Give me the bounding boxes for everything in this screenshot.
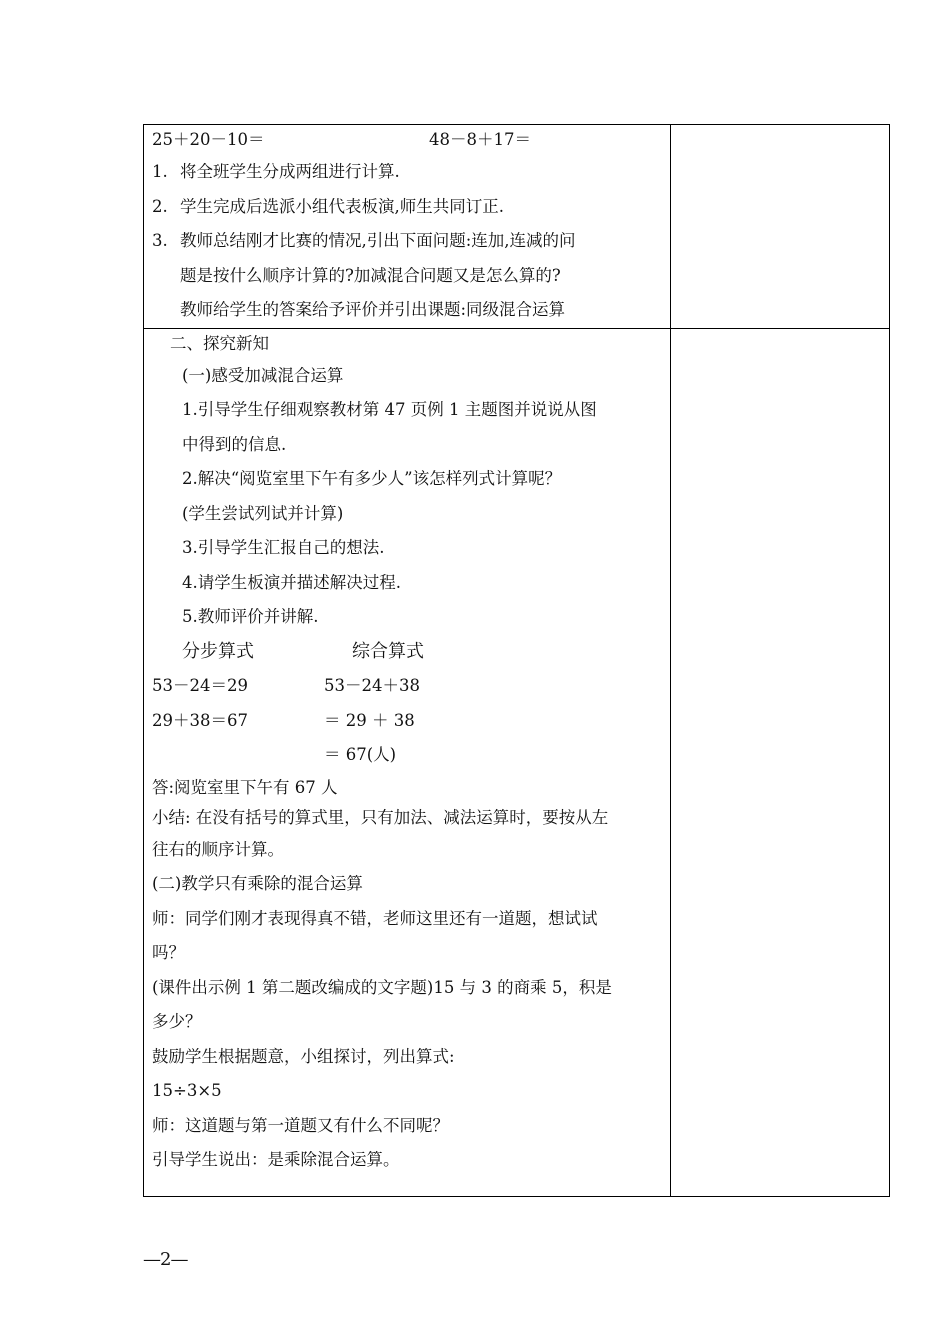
item-text: 将全班学生分成两组进行计算. [180,162,400,181]
summary-text [144,833,670,868]
calc-combined: ＝ 29 ＋ 38 [324,710,415,730]
text-line: (课件出示例 1 第二题改编成的文字题)15 与 3 的商乘 5，积是 [152,977,612,997]
equation-left: 25＋20－10＝ [152,130,265,149]
teacher-text [144,1109,670,1144]
step-text: 中得到的信息. [182,434,287,454]
example-text [144,1005,670,1040]
summary-line: 往右的顺序计算。 [152,839,284,859]
step-text: (学生尝试列试并计算) [182,503,344,523]
instruction-text [144,1040,670,1075]
calc-line [144,738,670,773]
step-text: 4.请学生板演并描述解决过程. [182,572,401,592]
calc-line [144,669,670,704]
lesson-table [143,124,890,1197]
item-text: 学生完成后选派小组代表板演,师生共同订正. [180,196,504,216]
page-number: —2— [143,1249,188,1270]
table-row [144,328,890,1196]
item-number: 3. [152,231,168,250]
guide-text [144,1143,670,1178]
equation-line [144,125,670,155]
calc-line [144,704,670,739]
equation-right: 48－8＋17＝ [429,130,531,149]
subsection-title: (一)感受加减混合运算 [182,365,344,385]
example-text [144,971,670,1006]
list-item [144,155,670,190]
text-line: 鼓励学生根据题意，小组探讨，列出算式: [152,1046,455,1066]
table-row [144,125,890,329]
text-line: 引导学生说出：是乘除混合运算。 [152,1150,400,1169]
answer-text [144,773,670,803]
method-labels [144,635,670,670]
item-text: 教师总结刚才比赛的情况,引出下面问题:连加,连减的问 [180,231,576,250]
summary-text [144,803,670,833]
cell-padding [144,1178,670,1196]
text-line: 吗？ [152,943,185,962]
notes-cell [671,125,890,329]
formula-text [144,1074,670,1109]
summary-line: 小结: 在没有括号的算式里，只有加法、减法运算时，要按从左 [152,807,609,827]
calc-combined: 53－24＋38 [324,676,420,695]
item-number: 1. [152,162,168,181]
content-cell [144,125,671,329]
list-item [144,190,670,225]
content-cell [144,328,671,1196]
answer-value: 答:阅览室里下午有 67 人 [152,777,338,797]
item-continuation: 题是按什么顺序计算的?加减混合问题又是怎么算的? [180,265,561,285]
subsection-label: (二)教学只有乘除的混合运算 [152,874,363,893]
text-line: 师：同学们刚才表现得真不错，老师这里还有一道题，想试试 [152,908,598,928]
text-line: 多少？ [152,1012,202,1031]
text-line: 师：这道题与第一道题又有什么不同呢？ [152,1115,449,1135]
label-combined: 综合算式 [352,640,424,662]
subsection-title [144,867,670,902]
calc-step: 29＋38＝67 [152,710,248,730]
formula: 15÷3×5 [152,1081,222,1100]
teacher-text [144,902,670,937]
closing-text: 教师给学生的答案给予评价并引出课题:同级混合运算 [180,300,566,319]
calc-step: 53－24＝29 [152,676,248,695]
teacher-text [144,936,670,971]
item-number: 2. [152,196,168,216]
list-item [144,224,670,259]
step-text: 5.教师评价并讲解. [182,607,319,626]
step-text: 2.解决“阅览室里下午有多少人”该怎样列式计算呢？ [182,469,562,488]
label-step: 分步算式 [182,640,254,662]
step-text: 3.引导学生汇报自己的想法. [182,538,385,557]
notes-cell [671,328,890,1196]
step-text: 1.引导学生仔细观察教材第 47 页例 1 主题图并说说从图 [182,400,597,419]
section-title: 二、探究新知 [170,333,269,353]
calc-combined: ＝ 67(人) [324,745,397,764]
